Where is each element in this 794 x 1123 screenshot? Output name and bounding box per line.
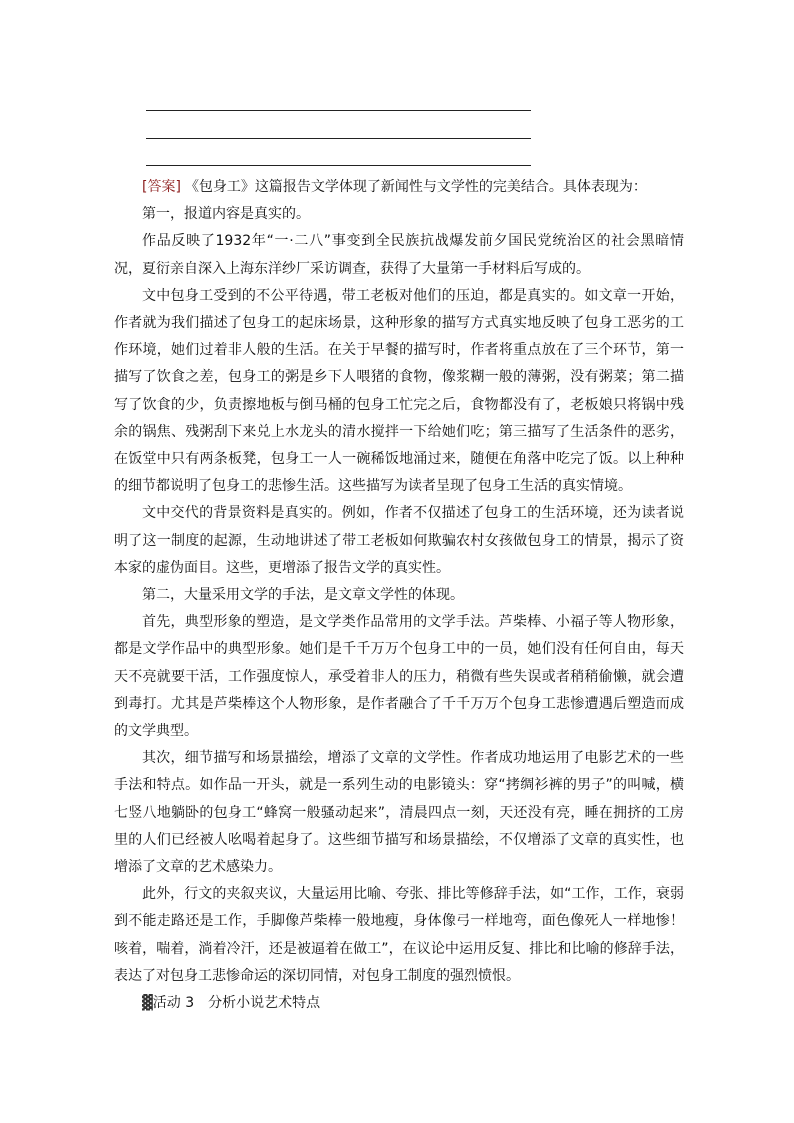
answer-tag: [答案] xyxy=(142,179,181,195)
answer-intro-paragraph xyxy=(114,174,684,201)
paragraph-point-two: 第二，大量采用文学的手法，是文章文学性的体现。 xyxy=(142,587,464,604)
answer-blank-line-3 xyxy=(146,165,531,166)
activity-heading xyxy=(114,990,684,1017)
paragraph-background: 作品反映了1932年“一·二八”事变到全民族抗战爆发前夕国民党统治区的社会黑暗情况，夏衍亲自深入上海东洋纱厂采访调查，获得了大量第一手材料后写成的。 xyxy=(114,233,684,277)
paragraph-typical-image: 首先，典型形象的塑造，是文学类作品常用的文学手法。芦柴棒、小福子等人物形象，都是文学作品中的典型形象。她们是千千万万个包身工中的一员，她们没有任何自由，每天天不亮就要干活，工作强度惊人，承受着非人的压力，稍微有些失误或者稍稍偷懒，就会遭到毒打。尤其是芦柴棒这个人物形象，是作者融合了千千万万个包身工悲惨遭遇后塑造而成的文学典型。 xyxy=(114,614,684,740)
paragraph-rhetoric: 此外，行文的夹叙夹议，大量运用比喻、夸张、排比等修辞手法，如“工作，工作，衰弱到不能走路还是工作，手脚像芦柴棒一般地瘦，身体像弓一样地弯，面色像死人一样地惨！咳着，喘着，淌着冷汗，还是被逼着在做工”，在议论中运用反复、排比和比喻的修辞手法，表达了对包身工悲惨命运的深切同情，对包身工制度的强烈愤恨。 xyxy=(114,886,684,984)
answer-blank-line-2 xyxy=(146,138,531,139)
paragraph-detail-description: 其次，细节描写和场景描绘，增添了文章的文学性。作者成功地运用了电影艺术的一些手法和特点。如作品一开头，就是一系列生动的电影镜头：穿“拷绸衫裤的男子”的叫喊，横七竖八地躺卧的包身工“蜂窝一般骚动起来”，清晨四点一刻，天还没有亮，睡在拥挤的工房里的人们已经被人吆喝着起身了。这些细节描写和场景描绘，不仅增添了文章的真实性，也增添了文章的艺术感染力。 xyxy=(114,750,684,876)
answer-blank-line-1 xyxy=(146,110,531,111)
paragraph-background-material: 文中交代的背景资料是真实的。例如，作者不仅描述了包身工的生活环境，还为读者说明了这一制度的起源，生动地讲述了带工老板如何欺骗农村女孩做包身工的情景，揭示了资本家的虚伪面目。这些，更增添了报告文学的真实性。 xyxy=(114,505,684,576)
answer-intro-text: 《包身工》这篇报告文学体现了新闻性与文学性的完美结合。具体表现为： xyxy=(184,179,647,195)
answer-content xyxy=(114,174,684,1017)
activity-label: 活动 3 分析小说艺术特点 xyxy=(152,995,321,1012)
paragraph-point-one: 第一，报道内容是真实的。 xyxy=(142,206,310,223)
activity-mark-icon: ▓ xyxy=(142,995,153,1012)
paragraph-treatment: 文中包身工受到的不公平待遇，带工老板对他们的压迫，都是真实的。如文章一开始，作者就为我们描述了包身工的起床场景，这种形象的描写方式真实地反映了包身工恶劣的工作环境，她们过着非人般的生活。在关于早餐的描写时，作者将重点放在了三个环节，第一描写了饮食之差，包身工的粥是乡下人喂猪的食物，像浆糊一般的薄粥，没有粥菜；第二描写了饮食的少，负责擦地板与倒马桶的包身工忙完之后，食物都没有了，老板娘只将锅中残余的锅焦、残粥刮下来兑上水龙头的清水搅拌一下给她们吃；第三描写了生活条件的恶劣，在饭堂中只有两条板凳，包身工一人一碗稀饭地涌过来，随便在角落中吃完了饭。以上种种的细节都说明了包身工的悲惨生活。这些描写为读者呈现了包身工生活的真实情境。 xyxy=(114,287,684,495)
